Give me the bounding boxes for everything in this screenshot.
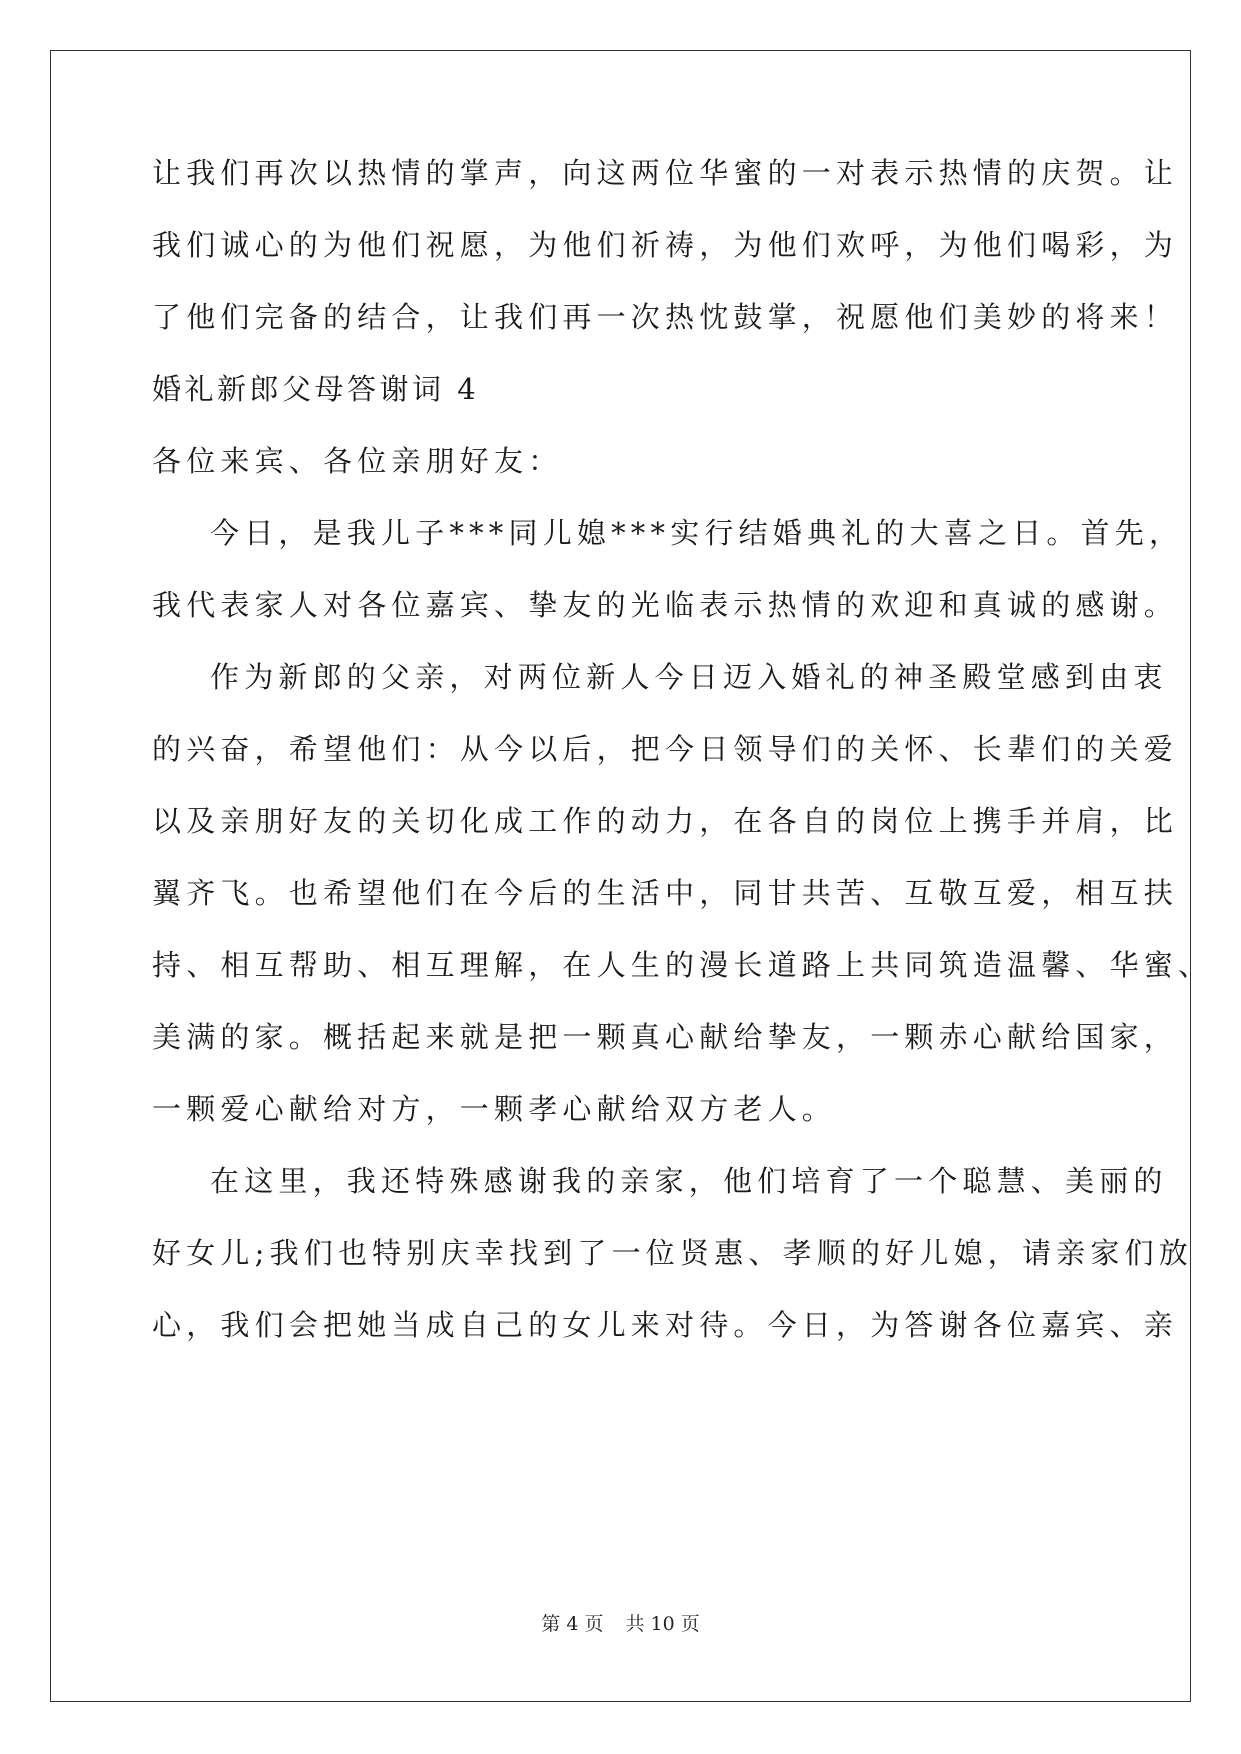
paragraph-line: 了他们完备的结合，让我们再一次热忱鼓掌，祝愿他们美妙的将来！ [152, 300, 1179, 334]
total-page-count: 共 10 页 [625, 1613, 700, 1635]
paragraph-line: 以及亲朋好友的关切化成工作的动力，在各自的岗位上携手并肩，比 [152, 804, 1179, 838]
paragraph-line: 在这里，我还特殊感谢我的亲家，他们培育了一个聪慧、美丽的 [210, 1164, 1168, 1198]
current-page-number: 第 4 页 [541, 1613, 604, 1635]
paragraph-line: 一颗爱心献给对方，一颗孝心献给双方老人。 [152, 1092, 837, 1126]
salutation-line: 各位来宾、各位亲朋好友： [152, 444, 563, 478]
paragraph-line: 让我们再次以热情的掌声，向这两位华蜜的一对表示热情的庆贺。让 [152, 156, 1179, 190]
paragraph-line: 我们诚心的为他们祝愿，为他们祈祷，为他们欢呼，为他们喝彩，为 [152, 228, 1179, 262]
paragraph-line: 的兴奋，希望他们：从今以后，把今日领导们的关怀、长辈们的关爱 [152, 732, 1179, 766]
paragraph-line: 翼齐飞。也希望他们在今后的生活中，同甘共苦、互敬互爱，相互扶 [152, 876, 1179, 910]
page-footer [0, 1612, 1241, 1636]
paragraph-line: 美满的家。概括起来就是把一颗真心献给挚友，一颗赤心献给国家， [152, 1020, 1179, 1054]
paragraph-line: 我代表家人对各位嘉宾、挚友的光临表示热情的欢迎和真诚的感谢。 [152, 588, 1179, 622]
paragraph-line: 作为新郎的父亲，对两位新人今日迈入婚礼的神圣殿堂感到由衷 [210, 660, 1168, 694]
paragraph-line: 好女儿;我们也特别庆幸找到了一位贤惠、孝顺的好儿媳，请亲家们放 [152, 1236, 1193, 1270]
paragraph-line: 持、相互帮助、相互理解，在人生的漫长道路上共同筑造温馨、华蜜、 [152, 948, 1213, 982]
paragraph-line: 心，我们会把她当成自己的女儿来对待。今日，为答谢各位嘉宾、亲 [152, 1308, 1179, 1342]
section-heading: 婚礼新郎父母答谢词 4 [152, 372, 480, 406]
paragraph-line: 今日，是我儿子***同儿媳***实行结婚典礼的大喜之日。首先， [210, 516, 1184, 550]
